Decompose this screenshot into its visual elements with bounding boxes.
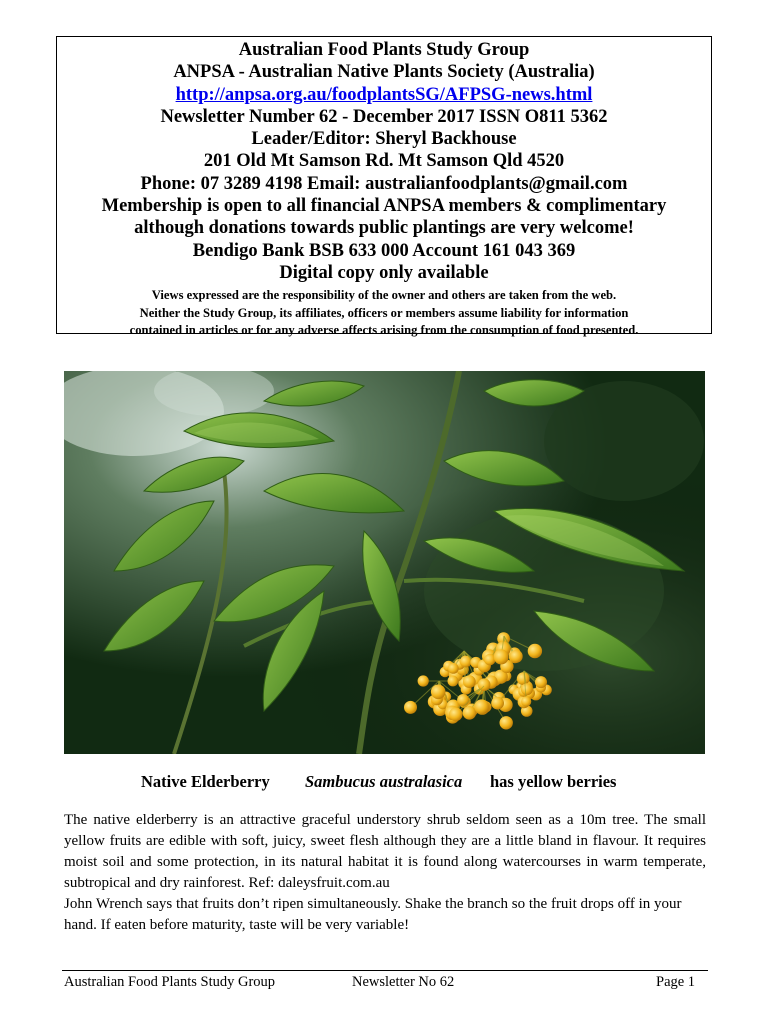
masthead-box xyxy=(56,36,712,338)
caption-common-name: Native Elderberry xyxy=(141,772,270,791)
berry xyxy=(535,676,547,688)
digital-copy-line: Digital copy only available xyxy=(279,262,489,283)
berry xyxy=(491,697,504,710)
berry xyxy=(448,676,459,687)
berry xyxy=(521,696,531,706)
address-line: 201 Old Mt Samson Rd. Mt Samson Qld 4520 xyxy=(203,151,565,172)
berry xyxy=(528,644,542,658)
membership-line: Membership is open to all financial ANPSA members & complimentary xyxy=(101,196,667,217)
contact-line: Phone: 07 3289 4198 Email: australianfoodplants@gmail.com xyxy=(140,173,628,194)
berry xyxy=(517,672,530,685)
newsletter-number: Newsletter Number 62 - December 2017 ISSN O811 5362 xyxy=(160,106,608,127)
berry xyxy=(418,675,429,686)
article-paragraph: The native elderberry is an attractive graceful understory shrub seldom seen as a 10m tree. The small yellow fruits are edible with soft, juicy, sweet flesh although they are a little bland in flavour. It requires moist soil and some protection, in its natural habitat it is found along watercourses in warm temperate, subtropical and dry rainforest. Ref: daleysfruit.com.au xyxy=(64,812,706,891)
disclaimer-line: Views expressed are the responsibility of the owner and others are taken from the web. xyxy=(151,288,617,303)
footer-page-number: Page 1 xyxy=(656,974,696,990)
caption-suffix: has yellow berries xyxy=(490,772,617,791)
elderberry-photo xyxy=(64,371,705,754)
berry xyxy=(448,663,459,674)
berry xyxy=(463,706,477,720)
caption-scientific-name: Sambucus australasica xyxy=(305,772,463,791)
newsletter-url-link[interactable]: http://anpsa.org.au/foodplantsSG/AFPSG-news.html xyxy=(175,84,593,105)
donations-line: although donations towards public plantings are very welcome! xyxy=(134,218,634,239)
berry xyxy=(463,675,476,688)
bank-line: Bendigo Bank BSB 633 000 Account 161 043 369 xyxy=(192,240,576,261)
berry xyxy=(449,708,463,722)
footer-divider xyxy=(62,970,708,971)
disclaimer-line: Neither the Study Group, its affiliates, officers or members assume liability for information xyxy=(139,305,629,320)
berry xyxy=(500,716,513,729)
berry xyxy=(478,678,491,691)
berry xyxy=(521,683,533,695)
society-name: ANPSA - Australian Native Plants Society (Australia) xyxy=(173,62,595,83)
disclaimer xyxy=(57,287,711,340)
footer-newsletter-number: Newsletter No 62 xyxy=(352,974,455,990)
footer-group-name: Australian Food Plants Study Group xyxy=(64,974,276,990)
berry xyxy=(494,649,509,664)
berry xyxy=(510,650,523,663)
article-paragraph: John Wrench says that fruits don’t ripen simultaneously. Shake the branch so the fruit drops off in your hand. If eaten before maturity, taste will be very variable! xyxy=(64,896,682,933)
berry xyxy=(431,685,446,700)
editor-line: Leader/Editor: Sheryl Backhouse xyxy=(251,129,517,150)
berry xyxy=(484,654,495,665)
article-body xyxy=(64,810,706,936)
study-group-title: Australian Food Plants Study Group xyxy=(238,40,530,60)
berry xyxy=(404,701,417,714)
berry xyxy=(474,699,489,714)
disclaimer-line: contained in articles or for any adverse affects arising from the consumption of food presented. xyxy=(129,323,639,338)
berry xyxy=(457,694,469,706)
